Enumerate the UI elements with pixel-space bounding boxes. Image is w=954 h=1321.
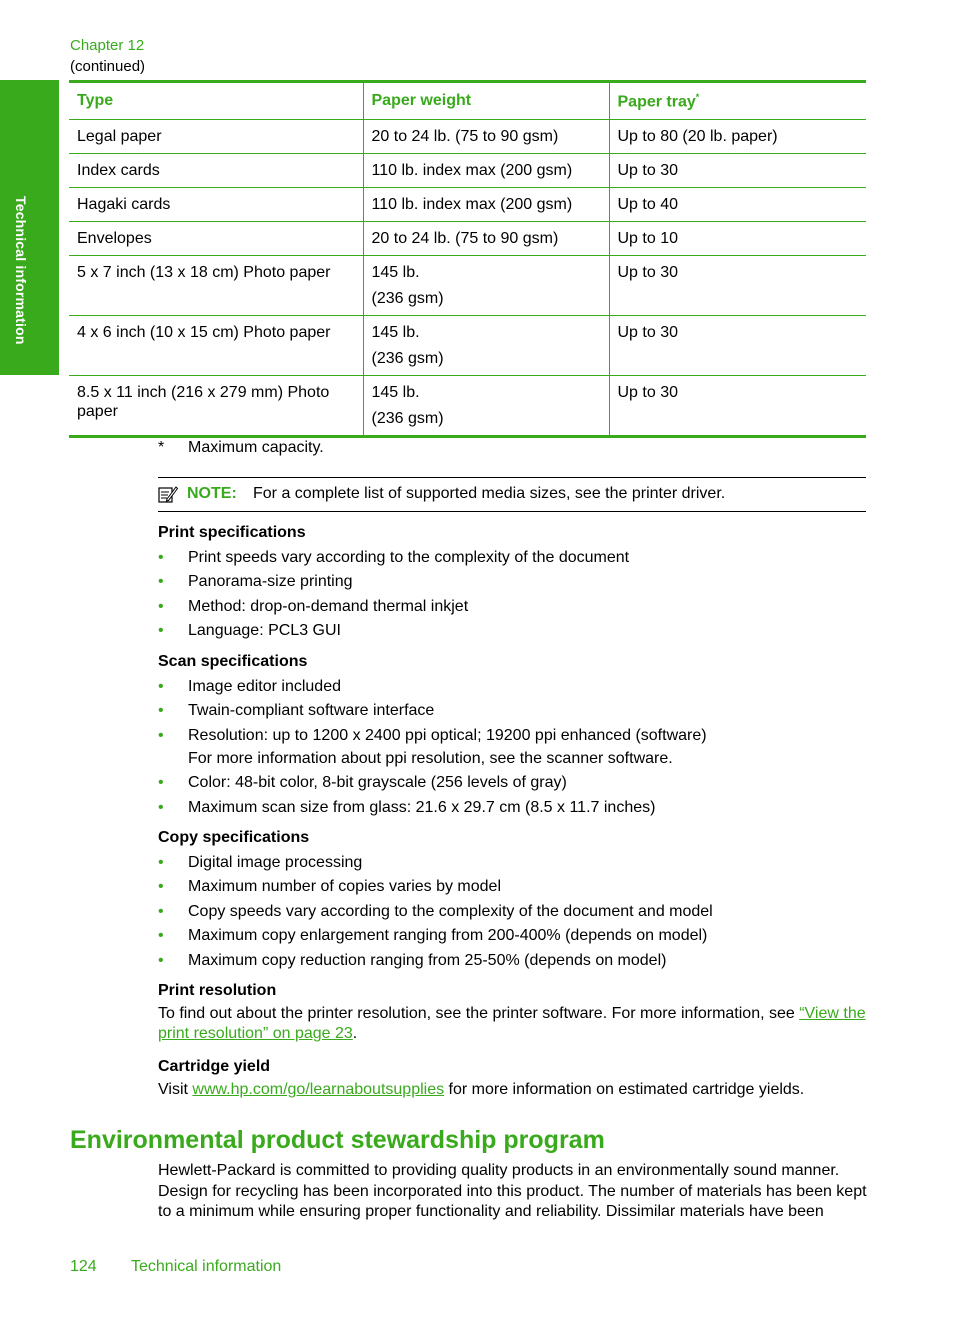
scan-specifications-title: Scan specifications (158, 653, 308, 670)
cell-tray: Up to 30 (609, 256, 866, 316)
list-item (158, 572, 866, 592)
bullet-icon: • (158, 702, 164, 720)
table-footnote (158, 439, 324, 457)
cell-weight-line2: (236 gsm) (371, 290, 444, 307)
cell-type: 8.5 x 11 inch (216 x 279 mm) Photo paper (69, 376, 363, 437)
bullet-icon: • (158, 677, 164, 695)
list-item (158, 701, 866, 721)
cell-weight: 20 to 24 lb. (75 to 90 gsm) (363, 222, 609, 256)
list-item-text: Resolution: up to 1200 x 2400 ppi optical; 19200 ppi enhanced (software) (188, 726, 707, 744)
bullet-icon: • (158, 853, 164, 871)
table-row (69, 222, 866, 256)
environmental-heading: Environmental product stewardship program (70, 1126, 605, 1154)
list-item (158, 726, 866, 769)
paper-spec-table (69, 80, 866, 438)
list-item-text: Panorama-size printing (188, 573, 353, 591)
bullet-icon: • (158, 597, 164, 615)
list-item-text: Maximum copy enlargement ranging from 200-400% (depends on model) (188, 927, 708, 945)
bullet-icon: • (158, 622, 164, 640)
list-item (158, 548, 866, 568)
scan-specifications-list (158, 677, 866, 818)
bullet-icon: • (158, 573, 164, 591)
cell-type: Legal paper (69, 120, 363, 154)
scan-specifications (158, 652, 866, 818)
copy-specifications-title: Copy specifications (158, 829, 310, 846)
cell-weight (363, 316, 609, 376)
bullet-icon: • (158, 548, 164, 566)
bullet-icon: • (158, 902, 164, 920)
print-resolution-text-end: . (352, 1025, 358, 1042)
list-item-text: Maximum number of copies varies by model (188, 878, 502, 896)
table-row (69, 256, 866, 316)
header-footnote-mark: * (695, 92, 700, 102)
side-tab-label: Technical information (13, 196, 29, 345)
cell-weight (363, 256, 609, 316)
cartridge-yield-text-end: for more information on estimated cartridge yields. (444, 1081, 805, 1098)
page-footer (70, 1258, 281, 1276)
view-print-resolution-link[interactable]: “View the print resolution” on page 23 (158, 1005, 866, 1042)
table-row (69, 376, 866, 437)
list-item-text: Method: drop-on-demand thermal inkjet (188, 597, 469, 615)
note-pencil-icon (158, 485, 178, 503)
print-resolution-text (158, 1004, 866, 1044)
list-item (158, 902, 866, 922)
list-item-text: Language: PCL3 GUI (188, 622, 341, 640)
table-row (69, 316, 866, 376)
cartridge-yield-text-start: Visit (158, 1081, 193, 1098)
list-item (158, 926, 866, 946)
cell-type: Index cards (69, 154, 363, 188)
cell-weight-line2: (236 gsm) (371, 350, 444, 367)
list-item (158, 773, 866, 793)
cell-tray: Up to 80 (20 lb. paper) (609, 120, 866, 154)
cell-weight-line1: 145 lb. (371, 384, 420, 401)
bullet-icon: • (158, 774, 164, 792)
cell-weight-line1: 145 lb. (371, 264, 420, 281)
cell-tray: Up to 10 (609, 222, 866, 256)
list-item-text: Digital image processing (188, 853, 363, 871)
continued-label: (continued) (70, 58, 146, 75)
cell-weight: 110 lb. index max (200 gsm) (363, 188, 609, 222)
list-item (158, 877, 866, 897)
cell-weight-line2: (236 gsm) (371, 410, 444, 427)
cell-type: Hagaki cards (69, 188, 363, 222)
cell-type: 4 x 6 inch (10 x 15 cm) Photo paper (69, 316, 363, 376)
cell-tray: Up to 30 (617, 384, 678, 401)
list-item (158, 677, 866, 697)
cell-tray: Up to 30 (609, 154, 866, 188)
table-row (69, 120, 866, 154)
cell-weight (363, 376, 609, 437)
cartridge-yield (158, 1057, 866, 1100)
note-text: For a complete list of supported media sizes, see the printer driver. (253, 485, 726, 502)
list-item-text: Image editor included (188, 677, 341, 695)
list-item-text: Copy speeds vary according to the complexity of the document and model (188, 902, 713, 920)
list-item-subtext: For more information about ppi resolution, see the scanner software. (188, 749, 673, 767)
table-row (69, 188, 866, 222)
header-paper-tray-label: Paper tray (617, 93, 696, 111)
cell-type: Envelopes (69, 222, 363, 256)
bullet-icon: • (158, 798, 164, 816)
print-resolution (158, 981, 866, 1044)
header-paper-tray (609, 82, 866, 120)
learn-about-supplies-link[interactable]: www.hp.com/go/learnaboutsupplies (192, 1081, 445, 1098)
print-resolution-text-start: To find out about the printer resolution, see the printer software. For more information, see (158, 1005, 800, 1022)
copy-specifications-list (158, 853, 866, 971)
list-item (158, 621, 866, 641)
list-item (158, 597, 866, 617)
footer-section: Technical information (131, 1258, 282, 1275)
print-resolution-title: Print resolution (158, 982, 277, 999)
cell-tray: Up to 30 (609, 316, 866, 376)
table-header-row (69, 82, 866, 120)
cell-weight: 20 to 24 lb. (75 to 90 gsm) (363, 120, 609, 154)
bullet-icon: • (158, 726, 164, 744)
list-item (158, 951, 866, 971)
list-item (158, 798, 866, 818)
table-row (69, 154, 866, 188)
list-item-text: Twain-compliant software interface (188, 702, 435, 720)
copy-specifications (158, 828, 866, 971)
cartridge-yield-title: Cartridge yield (158, 1058, 271, 1075)
note-label: NOTE: (187, 485, 237, 502)
cell-weight-line1: 145 lb. (371, 324, 420, 341)
page-number: 124 (70, 1258, 97, 1275)
list-item (158, 853, 866, 873)
print-specifications-title: Print specifications (158, 524, 306, 541)
cell-type: 5 x 7 inch (13 x 18 cm) Photo paper (69, 256, 363, 316)
note-box (158, 477, 866, 512)
list-item-text: Maximum scan size from glass: 21.6 x 29.7 cm (8.5 x 11.7 inches) (188, 798, 656, 816)
bullet-icon: • (158, 951, 164, 969)
print-specifications-list (158, 548, 866, 642)
cell-tray: Up to 40 (609, 188, 866, 222)
footnote-mark: * (158, 439, 165, 456)
list-item-text: Color: 48-bit color, 8-bit grayscale (256 levels of gray) (188, 774, 567, 792)
header-type: Type (69, 82, 363, 120)
chapter-label: Chapter 12 (70, 37, 145, 54)
list-item-text: Print speeds vary according to the complexity of the document (188, 548, 630, 566)
print-specifications (158, 523, 866, 641)
bullet-icon: • (158, 878, 164, 896)
environmental-body: Hewlett-Packard is committed to providing quality products in an environmentally sound manner. Design for recycling has been incorporated into this product. The number of materials has been kept to a minimum while ensuring proper functionality and reliability. Dissimilar materials have been (158, 1162, 867, 1220)
list-item-text: Maximum copy reduction ranging from 25-50% (depends on model) (188, 951, 667, 969)
side-tab (0, 80, 59, 375)
cartridge-yield-text (158, 1080, 866, 1100)
bullet-icon: • (158, 927, 164, 945)
footnote-text: Maximum capacity. (188, 439, 324, 456)
cell-weight: 110 lb. index max (200 gsm) (363, 154, 609, 188)
header-paper-weight: Paper weight (363, 82, 609, 120)
